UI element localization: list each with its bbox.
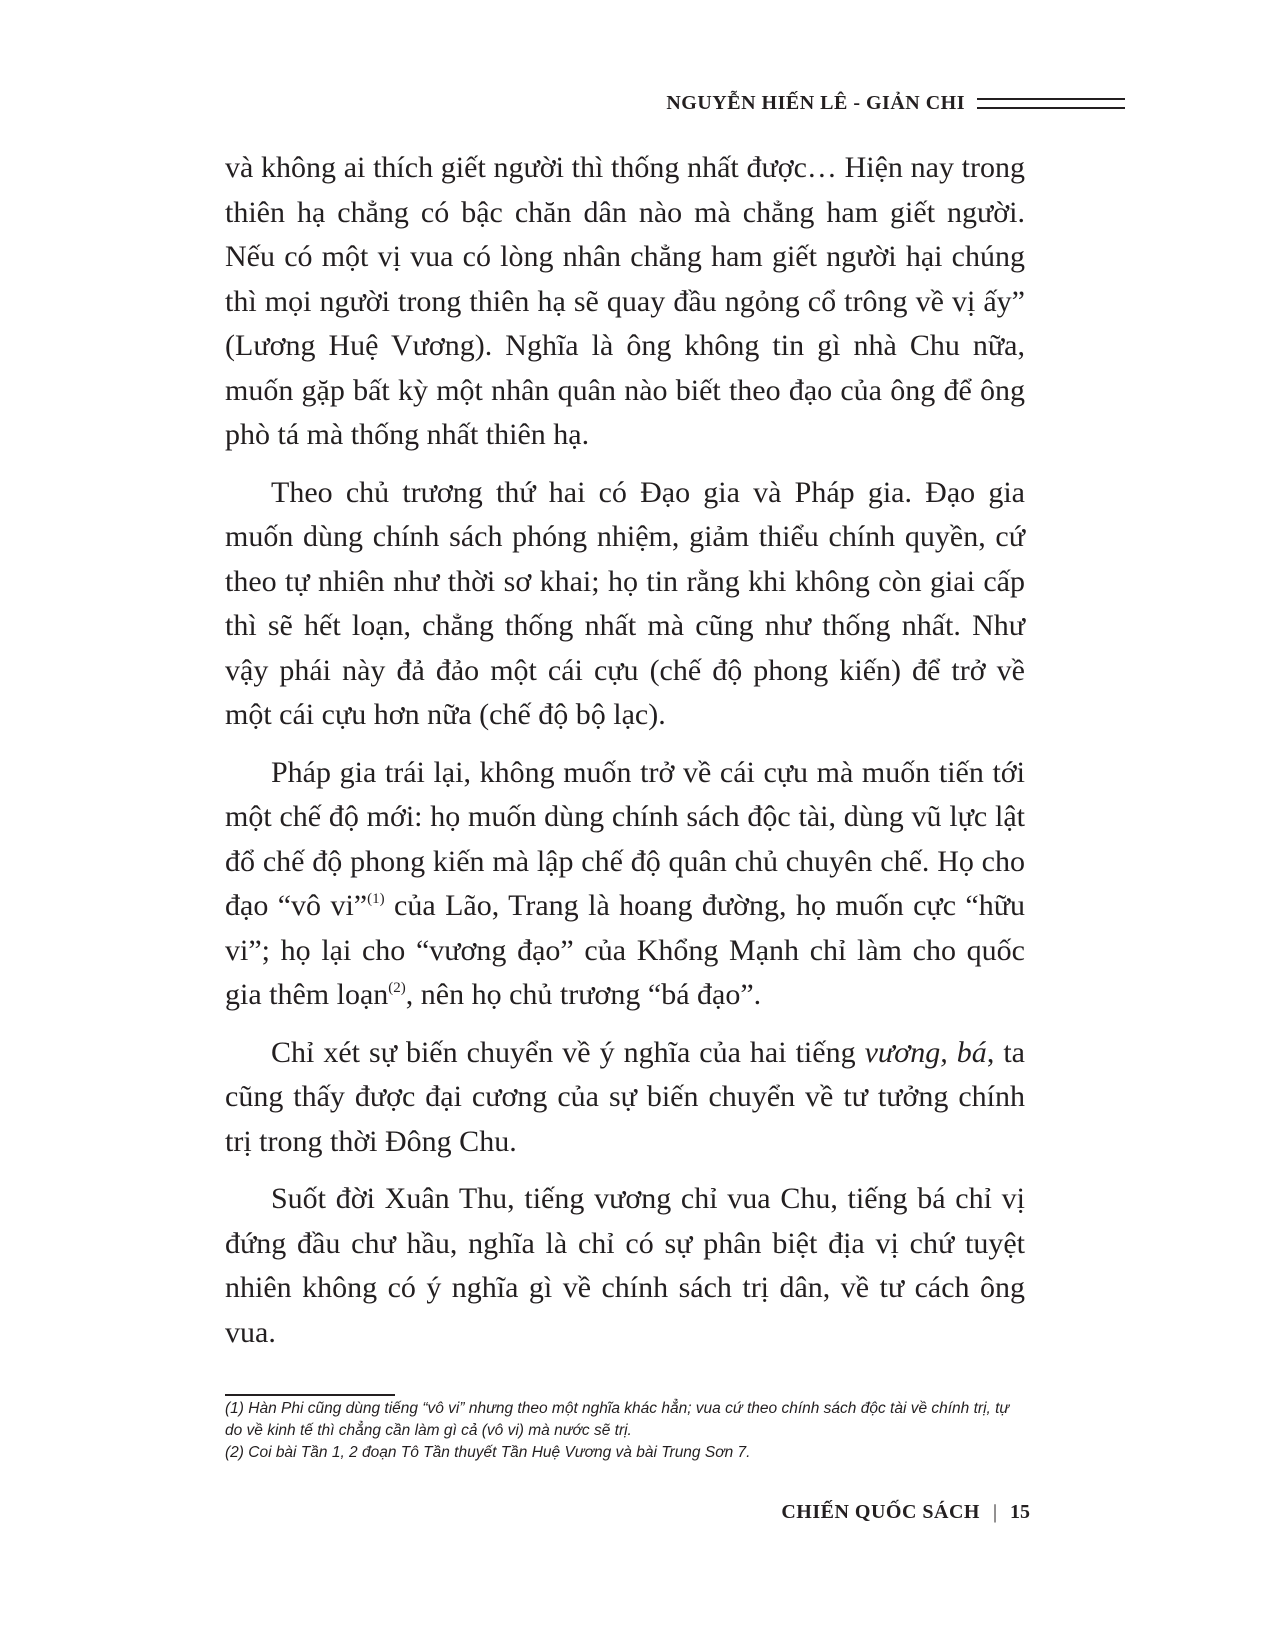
footnote-2: (2) Coi bài Tần 1, 2 đoạn Tô Tần thuyết Tần Huệ Vương và bài Trung Sơn 7.: [225, 1444, 751, 1461]
paragraph-4: [225, 1031, 1025, 1165]
paragraph-3-part-a: Pháp gia trái lại, không muốn trở về cái cựu mà muốn tiến tới một chế độ mới: họ muốn dùng chính sách độc tài, dùng vũ lực lật đổ chế độ phong kiến mà lập chế độ quân chủ chuyên chế. Họ cho đạo “vô vi”: [225, 755, 1025, 922]
footer-separator: |: [992, 1501, 997, 1523]
page-number: 15: [1010, 1501, 1030, 1523]
paragraph-2: Theo chủ trương thứ hai có Đạo gia và Pháp gia. Đạo gia muốn dùng chính sách phóng nhiệm, giảm thiểu chính quyền, cứ theo tự nhiên như thời sơ khai; họ tin rằng khi không còn giai cấp thì sẽ hết loạn, chẳng thống nhất mà cũng như thống nhất. Như vậy phái này đả đảo một cái cựu (chế độ phong kiến) để trở về một cái cựu hơn nữa (chế độ bộ lạc).: [225, 475, 1025, 731]
paragraph-1: và không ai thích giết người thì thống nhất được… Hiện nay trong thiên hạ chẳng có bậc chăn dân nào mà chẳng ham giết người. Nếu có một vị vua có lòng nhân chẳng ham giết người hại chúng thì mọi người trong thiên hạ sẽ quay đầu ngỏng cổ trông về vị ấy” (Lương Huệ Vương). Nghĩa là ông không tin gì nhà Chu nữa, muốn gặp bất kỳ một nhân quân nào biết theo đạo của ông để ông phò tá mà thống nhất thiên hạ.: [225, 151, 1025, 451]
footer-book-title: CHIẾN QUỐC SÁCH: [781, 1501, 980, 1523]
running-header-title: NGUYỄN HIẾN LÊ - GIẢN CHI: [666, 92, 965, 114]
paragraph-4-part-a: Chỉ xét sự biến chuyển về ý nghĩa của hai tiếng: [271, 1035, 865, 1069]
paragraph-5: Suốt đời Xuân Thu, tiếng vương chỉ vua Chu, tiếng bá chỉ vị đứng đầu chư hầu, nghĩa là chỉ có sự phân biệt địa vị chứ tuyệt nhiên không có ý nghĩa gì về chính sách trị dân, về tư cách ông vua.: [225, 1182, 1025, 1349]
footnote-ref-2: (2): [388, 980, 406, 996]
footnote-ref-1: (1): [367, 891, 385, 907]
paragraph-4-emphasis: vương, bá: [864, 1035, 987, 1069]
main-text: [225, 146, 1025, 1368]
paragraph-3: [225, 751, 1025, 1018]
paragraph-3-part-c: , nên họ chủ trương “bá đạo”.: [405, 978, 762, 1011]
footnote-1: (1) Hàn Phi cũng dùng tiếng “vô vi” nhưng theo một nghĩa khác hẳn; vua cứ theo chính sách độc tài về chính trị, tự do về kinh tế thì chẳng cần làm gì cả (vô vi) mà nước sẽ trị.: [225, 1400, 1010, 1439]
paragraph-3-part-b: của Lão, Trang là hoang đường, họ muốn cực “hữu vi”; họ lại cho “vương đạo” của Khổng Mạnh chỉ làm cho quốc gia thêm loạn: [225, 889, 1026, 1011]
running-header: [666, 92, 1125, 115]
header-double-rule: [977, 98, 1125, 109]
footnotes: [225, 1398, 1025, 1464]
footnote-rule: [225, 1394, 395, 1396]
paragraph-4-part-b: , ta cũng thấy được đại cương của sự biến chuyển về tư tưởng chính trị trong thời Đông Chu.: [225, 1035, 1025, 1158]
running-footer: [781, 1501, 1030, 1524]
